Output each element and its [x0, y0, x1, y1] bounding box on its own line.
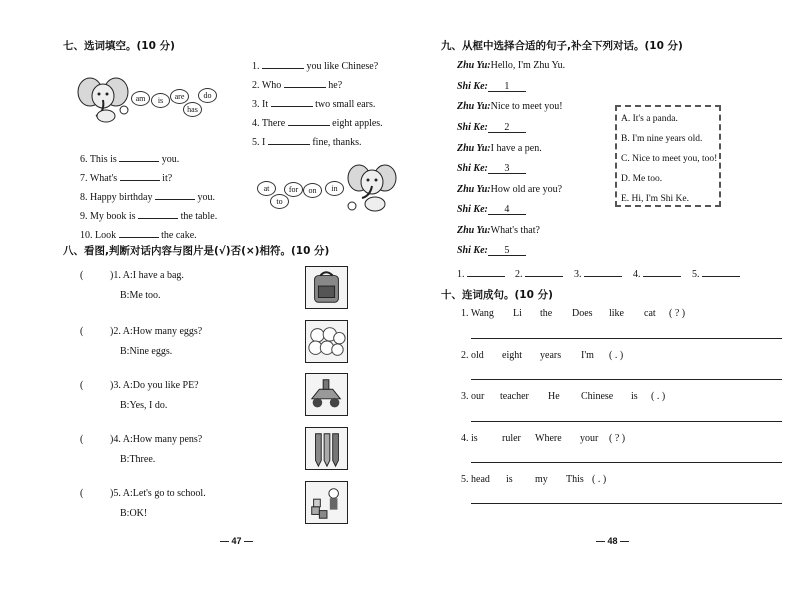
dialogue-line-2: Shi Ke: 1: [457, 81, 526, 92]
scramble-3-w3: Chinese: [581, 391, 614, 402]
fill-item-3: 3. It two small ears.: [252, 96, 375, 110]
judge-item-2-b: B:Nine eggs.: [120, 346, 173, 357]
word-at: at: [257, 181, 276, 196]
page-number-left: — 47 —: [220, 536, 254, 546]
judge-item-3-b: B:Yes, I do.: [120, 400, 168, 411]
word-for: for: [284, 182, 303, 197]
scramble-4-w0: 4. is: [461, 433, 478, 444]
scramble-4-w2: Where: [535, 433, 562, 444]
dialogue-line-7: Zhu Yu:How old are you?: [457, 184, 563, 195]
option-c: C. Nice to meet you, too!: [621, 154, 718, 164]
fill-item-1: 1. you like Chinese?: [252, 58, 378, 72]
scramble-3-answer-line: [471, 421, 782, 422]
scramble-1-w1: Li: [513, 308, 522, 319]
dialogue-line-9: Zhu Yu:What's that?: [457, 225, 540, 236]
judge-item-4-b: B:Three.: [120, 454, 156, 465]
option-d: D. Me too.: [621, 174, 663, 184]
section-8-heading: 八、看图,判断对话内容与图片是(√)否(×)相符。(10 分): [63, 245, 330, 257]
scramble-2-w3: I'm: [581, 350, 594, 361]
dialogue-line-5: Zhu Yu:I have a pen.: [457, 143, 542, 154]
word-is: is: [151, 93, 170, 108]
dialogue-line-10: Shi Ke: 5: [457, 245, 526, 256]
fill-item-8: 8. Happy birthday you.: [80, 189, 215, 203]
fill-item-10: 10. Look the cake.: [80, 227, 197, 241]
scramble-5-w2: my: [535, 474, 548, 485]
scramble-2-w4: ( . ): [609, 350, 624, 361]
judge-item-5-a: ( )5. A:Let's go to school.: [80, 488, 206, 499]
word-am: am: [131, 91, 150, 106]
judge-item-3-a: ( )3. A:Do you like PE?: [80, 380, 199, 391]
scramble-3-w5: ( . ): [651, 391, 666, 402]
dialogue-line-3: Zhu Yu:Nice to meet you!: [457, 101, 563, 112]
fill-item-5: 5. I fine, thanks.: [252, 134, 362, 148]
scramble-5-answer-line: [471, 503, 782, 504]
scramble-1-w5: cat: [644, 308, 656, 319]
fill-item-2: 2. Who he?: [252, 77, 342, 91]
scramble-5-w1: is: [506, 474, 513, 485]
fill-item-4: 4. There eight apples.: [252, 115, 383, 129]
scramble-1-w0: 1. Wang: [461, 308, 494, 319]
scramble-2-w0: 2. old: [461, 350, 484, 361]
scramble-5-w3: This: [566, 474, 584, 485]
scramble-1-w3: Does: [572, 308, 593, 319]
judge-item-1-b: B:Me too.: [120, 290, 161, 301]
option-e: E. Hi, I'm Shi Ke.: [621, 194, 689, 204]
judge-item-1-a: ( )1. A:I have a bag.: [80, 270, 184, 281]
backpack-picture: [305, 266, 348, 309]
scramble-1-w6: ( ? ): [669, 308, 686, 319]
scramble-3-w1: teacher: [500, 391, 529, 402]
scramble-3-w0: 3. our: [461, 391, 485, 402]
answer-5: 5.: [692, 266, 740, 280]
scramble-4-w1: ruler: [502, 433, 521, 444]
scramble-4-answer-line: [471, 462, 782, 463]
dialogue-line-1: Zhu Yu:Hello, I'm Zhu Yu.: [457, 60, 566, 71]
eggs-picture: [305, 320, 348, 363]
word-in: in: [325, 181, 344, 196]
dialogue-line-6: Shi Ke: 3: [457, 163, 526, 174]
scramble-1-w4: like: [609, 308, 624, 319]
option-a: A. It's a panda.: [621, 114, 678, 124]
word-do: do: [198, 88, 217, 103]
dialogue-line-8: Shi Ke: 4: [457, 204, 526, 215]
scramble-5-w0: 5. head: [461, 474, 490, 485]
word-has: has: [183, 102, 202, 117]
toy-car-picture: [305, 373, 348, 416]
answer-4: 4.: [633, 266, 681, 280]
pens-picture: [305, 427, 348, 470]
scramble-4-w4: ( ? ): [609, 433, 626, 444]
scramble-5-w4: ( . ): [592, 474, 607, 485]
boy-blocks-picture: [305, 481, 348, 524]
scramble-3-w4: is: [631, 391, 638, 402]
section-7-heading: 七、选词填空。(10 分): [63, 40, 175, 52]
judge-item-2-a: ( )2. A:How many eggs?: [80, 326, 203, 337]
fill-item-7: 7. What's it?: [80, 170, 172, 184]
section-10-heading: 十、连词成句。(10 分): [441, 289, 553, 301]
options-box: [615, 105, 721, 207]
answer-1: 1.: [457, 266, 505, 280]
scramble-1-w2: the: [540, 308, 553, 319]
judge-item-4-a: ( )4. A:How many pens?: [80, 434, 203, 445]
scramble-2-w1: eight: [502, 350, 522, 361]
fill-item-9: 9. My book is the table.: [80, 208, 217, 222]
fill-item-6: 6. This is you.: [80, 151, 179, 165]
answer-2: 2.: [515, 266, 563, 280]
judge-item-5-b: B:OK!: [120, 508, 148, 519]
page-number-right: — 48 —: [596, 536, 630, 546]
scramble-2-answer-line: [471, 379, 782, 380]
word-on: on: [303, 183, 322, 198]
word-to: to: [270, 194, 289, 209]
answer-3: 3.: [574, 266, 622, 280]
scramble-1-answer-line: [471, 338, 782, 339]
word-are: are: [170, 89, 189, 104]
dialogue-line-4: Shi Ke: 2: [457, 122, 526, 133]
scramble-3-w2: He: [548, 391, 560, 402]
elephant-illustration-2: [343, 160, 401, 214]
scramble-2-w2: years: [540, 350, 562, 361]
section-9-heading: 九、从框中选择合适的句子,补全下列对话。(10 分): [441, 40, 683, 52]
option-b: B. I'm nine years old.: [621, 134, 703, 144]
elephant-illustration: [76, 72, 134, 124]
scramble-4-w3: your: [580, 433, 599, 444]
